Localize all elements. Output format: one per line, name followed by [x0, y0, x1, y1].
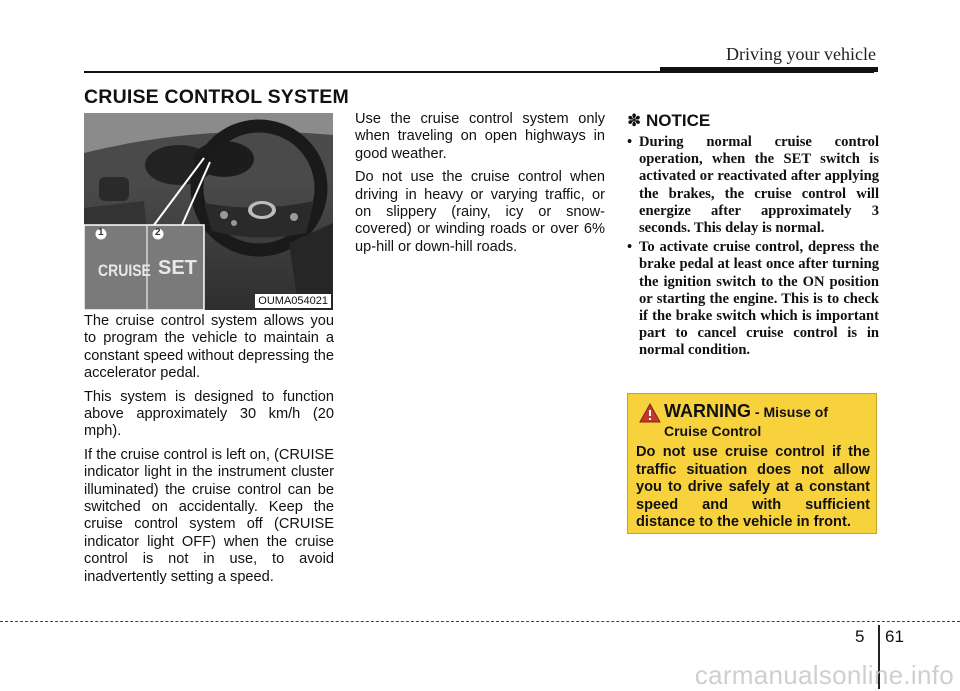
page-number: 61 [885, 627, 904, 646]
paragraph: Do not use the cruise control when driving in heavy or varying traffic, or on slippery (rainy, icy or snow-covered) or winding roads or over 6% up-hill or down-hill roads. [355, 169, 605, 255]
section-title: CRUISE CONTROL SYSTEM [84, 86, 349, 108]
paragraph: The cruise control system allows you to program the vehicle to maintain a constant speed without depressing the accelerator pedal. [84, 313, 334, 382]
cruise-control-photo [84, 113, 333, 310]
paragraph: This system is designed to function above approximately 30 km/h (20 mph). [84, 388, 334, 440]
figure-code: OUMA054021 [255, 294, 331, 308]
dashboard-illustration [84, 113, 333, 310]
warning-triangle-icon [639, 403, 661, 423]
warning-heading [664, 402, 869, 441]
footer-rule [0, 621, 960, 622]
callout-number-2: 2 [155, 227, 161, 238]
paragraph: Use the cruise control system only when traveling on open highways in good weather. [355, 111, 605, 162]
cruise-button-label: CRUISE [98, 260, 151, 280]
paragraph: If the cruise control is left on, (CRUISE indicator light in the instrument cluster illuminated) the cruise control can be switched on accidentally. Keep the cruise control system off (CRUISE indicator light OFF) when the cruise control is not in use, to avoid inadvertently setting a speed. [84, 446, 334, 585]
warning-subtitle: - Misuse of Cruise Control [664, 404, 829, 439]
chapter-number: 5 [855, 627, 865, 646]
notice-item: • To activate cruise control, depress the brake pedal at least once after turning the ignition switch to the ON position or starting the engine. This is to check if the brake switch which is important part to cancel cruise control is in normal condition. [627, 239, 879, 359]
chapter-title: Driving your vehicle [726, 44, 876, 64]
watermark: carmanualsonline.info [694, 660, 954, 690]
warning-box [627, 393, 877, 534]
middle-column [355, 111, 605, 262]
notice-list [627, 134, 879, 362]
warning-word: WARNING [664, 401, 751, 421]
left-column [84, 313, 334, 592]
notice-title: ✽ NOTICE [627, 111, 711, 130]
set-button-label: SET [158, 257, 197, 279]
notice-item: • During normal cruise control operation, when the SET switch is activated or reactivated after applying the brakes, the cruise control will energize after approximately 3 seconds. This delay is normal. [627, 134, 879, 237]
header-rule-accent [660, 67, 878, 72]
callout-number-1: 1 [98, 227, 104, 238]
warning-text: Do not use cruise control if the traffic situation does not allow you to drive safely at a constant speed and with sufficient distance to the vehicle in front. [636, 444, 870, 531]
